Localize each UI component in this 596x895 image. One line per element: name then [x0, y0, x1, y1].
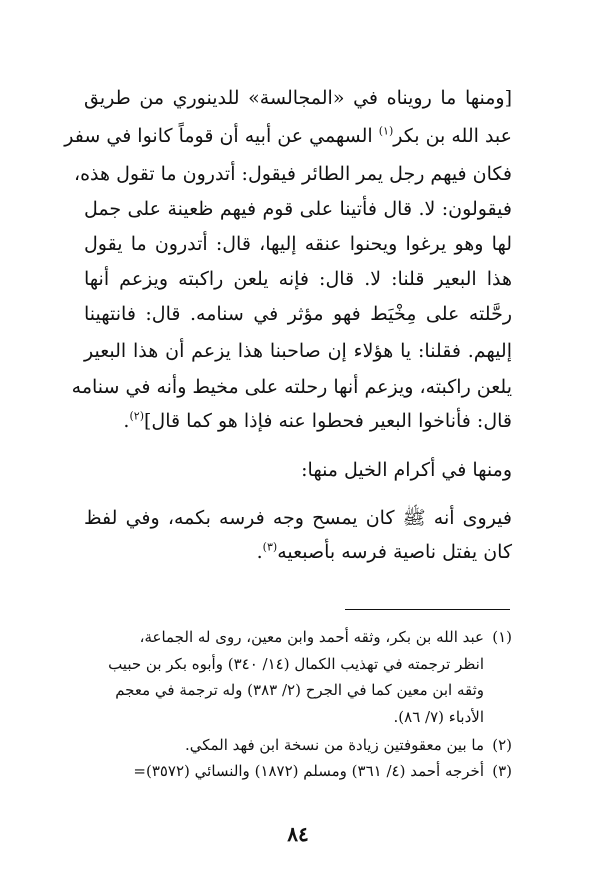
footnote-3-number: (٣) [492, 762, 512, 780]
para2-line-2 [84, 540, 512, 564]
body-line-2 [64, 124, 512, 148]
body-line-5: لها وهو يرغوا ويحنوا عنقه إليها، قال: أتدرون ما يقول [84, 233, 512, 255]
body-line-6: هذا البعير قلنا: لا. قال: فإنه يلعن راكبته ويزعم أنها [84, 268, 512, 290]
body-line-10 [84, 409, 512, 433]
footnote-3 [82, 761, 512, 781]
body-line-2-rest: السهمي عن أبيه أن قوماً كانوا في سفر [64, 125, 379, 147]
footnote-2-text: ما بين معقوفتين زيادة من نسخة ابن فهد المكي. [184, 736, 484, 754]
footnote-marker-3: (٣) [262, 540, 278, 554]
body-line-10-end: . [123, 410, 130, 432]
footnote-2 [82, 735, 512, 755]
body-line-2-text: عبد الله بن بكر [393, 125, 512, 147]
body-line-9: يلعن راكبته، ويزعم أنها رحلته على مخيط وأنه في سنامه [71, 376, 512, 398]
footnote-1-line-2: انظر ترجمته في تهذيب الكمال (١٤/ ٣٤٠) وأبوه بكر بن حبيب [108, 655, 484, 673]
footnote-2-number: (٢) [492, 736, 512, 754]
footnote-1-line-4: الأدباء (٧/ ٨٦). [393, 708, 484, 726]
body-line-3: فكان فيهم رجل يمر الطائر فيقول: أتدرون ما تقول هذه، [73, 163, 512, 185]
para2-line-2-text: كان يفتل ناصية فرسه بأصبعيه [277, 541, 512, 563]
footnote-marker-1: (١) [378, 124, 394, 138]
page-number: ٨٤ [287, 822, 309, 846]
body-line-8: إليهم. فقلنا: يا هؤلاء إن صاحبنا هذا يزعم أن هذا البعير [84, 340, 512, 362]
footnote-marker-2: (٢) [129, 409, 144, 423]
body-line-1: [ومنها ما رويناه في «المجالسة» للدينوري من طريق [84, 87, 512, 109]
footnote-1-line-3: وثقه ابن معين كما في الجرح (٢/ ٣٨٣) وله ترجمة في معجم [115, 681, 484, 699]
body-line-7: رحَّلته على مِخْيَط فهو مؤثر في سنامه. قال: فانتهينا [84, 303, 512, 325]
footnote-1-line-1 [82, 627, 512, 647]
body-line-10-text: قال: فأناخوا البعير فحطوا عنه فإذا هو كما قال] [143, 410, 512, 432]
section-heading: ومنها في أكرام الخيل منها: [301, 459, 512, 481]
footnote-divider [345, 609, 510, 610]
footnote-3-text: أخرجه أحمد (٤/ ٣٦١) ومسلم (١٨٧٢) والنسائي (٣٥٧٢)= [133, 762, 484, 780]
body-line-4: فيقولون: لا. قال فأتينا على قوم فيهم ظعينة على جمل [84, 198, 512, 220]
footnote-1-text: عبد الله بن بكر، وثقه أحمد وابن معين، روى له الجماعة، [139, 628, 484, 646]
para2-line-1: فيروى أنه ﷺ كان يمسح وجه فرسه بكمه، وفي لفظ [84, 507, 512, 529]
footnote-1-number: (١) [492, 628, 512, 646]
para2-line-2-end: . [256, 541, 263, 563]
